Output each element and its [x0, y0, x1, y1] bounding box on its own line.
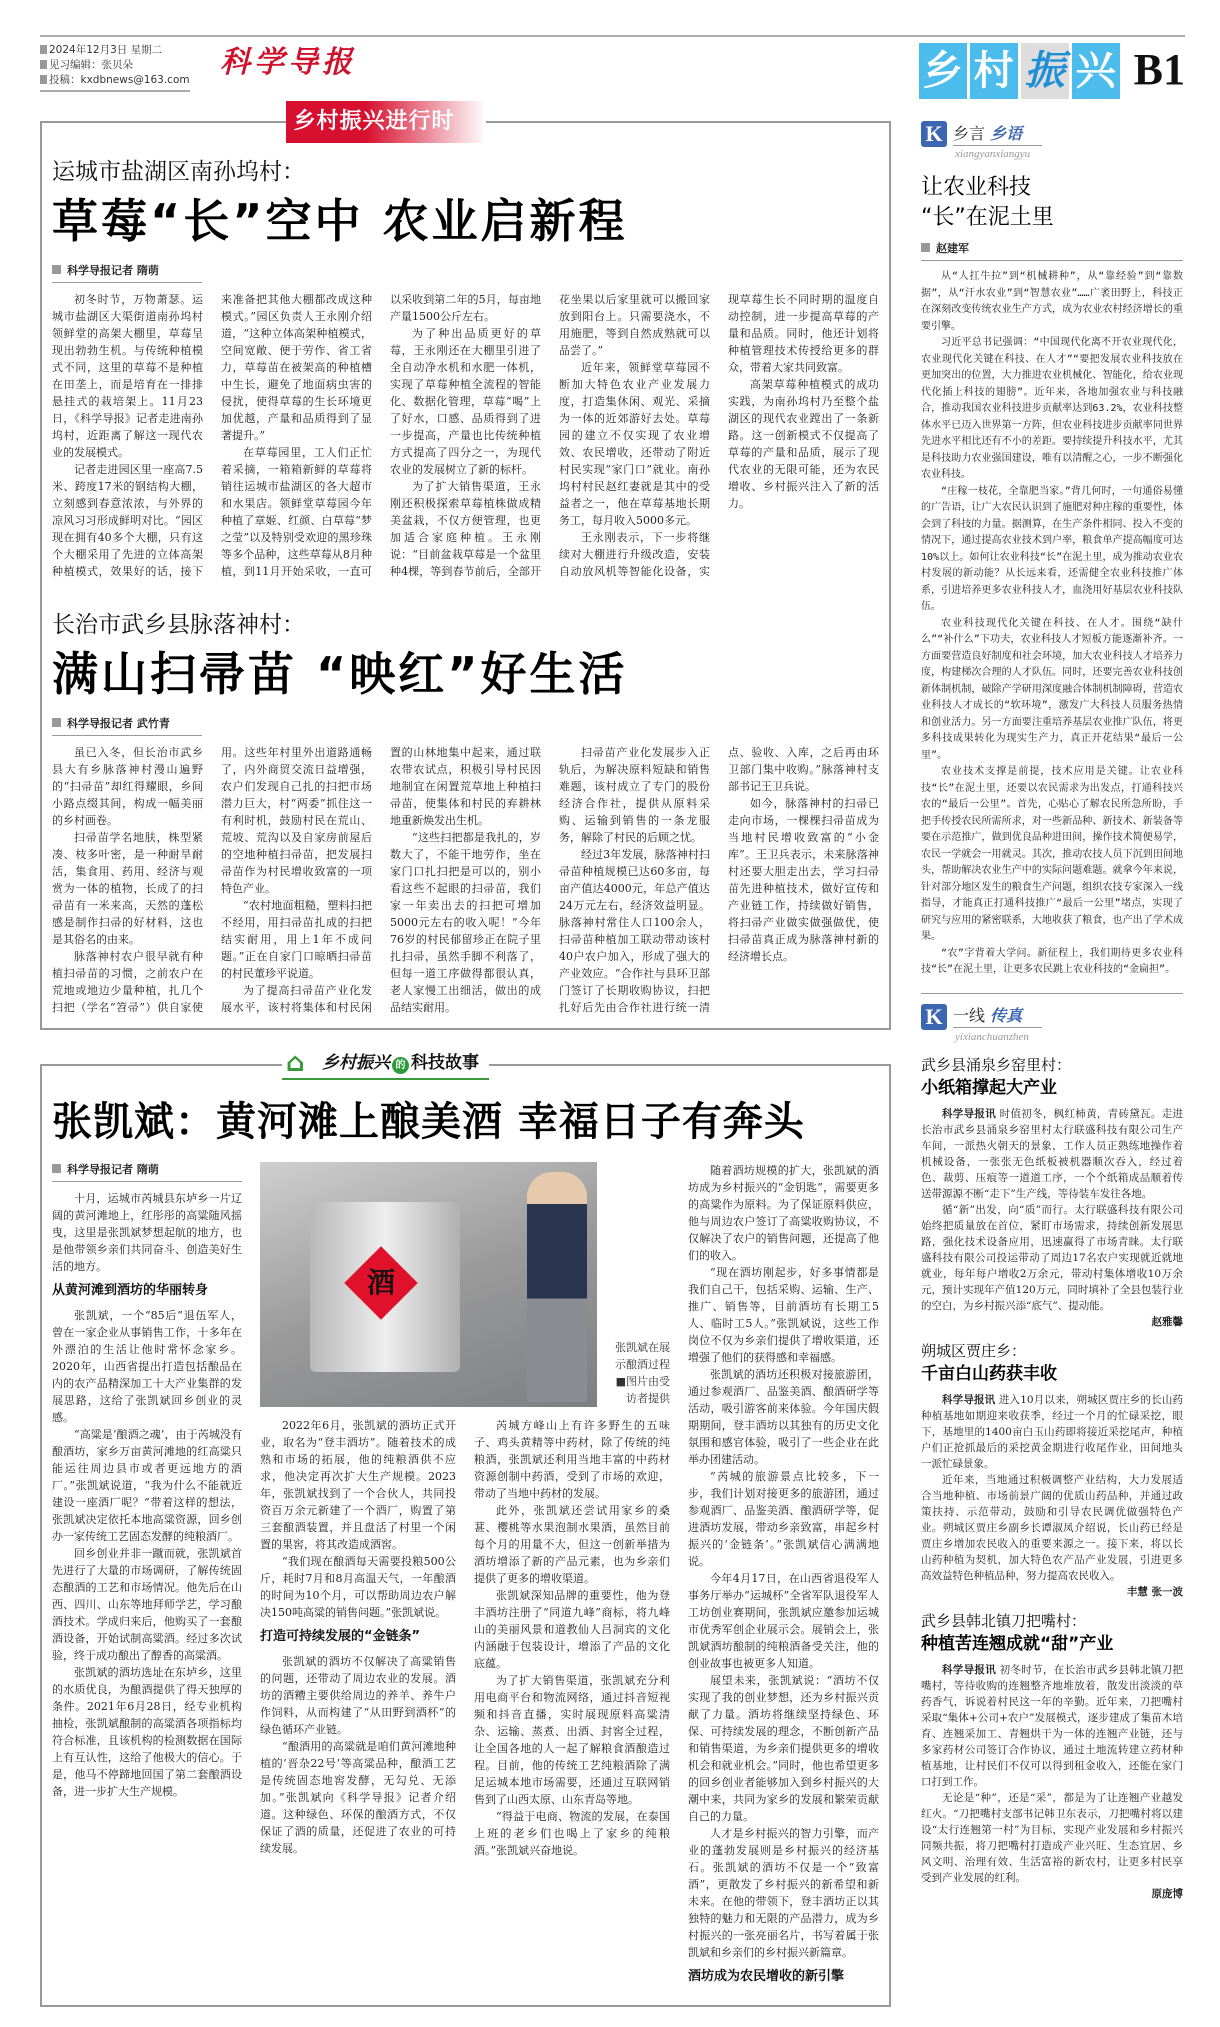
banner-char: 乡 — [919, 43, 967, 99]
house-icon: ⌂ — [286, 1048, 305, 1078]
article-headline: 草莓“长”空中 农业启新程 — [52, 194, 628, 248]
section-tag: 乡村振兴进行时 — [286, 101, 486, 143]
banner-char: 振 — [1021, 43, 1069, 99]
story-col-2-3 — [260, 1417, 670, 1859]
paragraph: 为了种出品质更好的草莓，王永刚还在大棚里引进了全自动净水机和水肥一体机，实现了草莓种植全流程的智能化、数据化管理，草莓“喝”上了好水，口感、品质得到了进一步提高，产量也比传统种植方式提高了四分之一，为现代农业的发展树立了新的标杆。 — [390, 327, 541, 476]
lead-label: 科学导报讯 — [942, 1663, 997, 1676]
page-body — [40, 109, 1185, 2007]
article-2-body — [52, 744, 879, 1016]
column-pinyin: xiangyanxiangyu — [955, 148, 1031, 160]
subheading: 酒坊成为农民增收的新引擎 — [688, 1969, 845, 1984]
paragraph: 高架草莓种植模式的成功实践，为南孙坞村乃至整个盐湖区的现代农业蹚出了一条新路。这一创新模式不仅提高了草莓的产量和品质，展示了现代农业的无限可能，还为农民增收、乡村振兴注入了新的活力。 — [728, 378, 879, 510]
story-middle — [260, 1162, 670, 1859]
paragraph-text: 近年来，当地通过积极调整产业结构，大力发展适合当地种植、市场前景广阔的优质山药品种，并通过政策扶持、示范带动，鼓励和引导农民调优做强特色产业。朔城区贾庄乡副乡长谭淑凤介绍说，长山药已经是贾庄乡增加农民收入的重要来源之一。接下来，将以长山药种植为契机，加大特色农产品产业发展，引进更多高效益特色种植品种，努力提高农民收入。 — [921, 1473, 1183, 1582]
paragraph-text: 循“新”出发，向“质”而行。太行联盛科技有限公司始终把质量放在首位，紧盯市场需求，持续创新发展思路，强化技术设备应用，迅速赢得了市场青睐。太行联盛科技有限公司投运带动了周边17名农户实现就近就地就业，每年每户增收2万余元，带动村集体增收10万余元，预计实现年产值120万元，同时填补了全县包装行业的空白，为乡村振兴添“底气”、提动能。 — [921, 1203, 1183, 1312]
paragraph: 农业科技现代化关键在科技、在人才。围绕“缺什么”“补什么”下功夫，农业科技人才短板方能逐渐补齐。一方面要营造良好制度和社会环境，加大农业科技人才培养力度，构建梯次合理的人才队伍。同时，还要完善农业科技创新体制机制，破除产学研用深度融合体制机制障碍，营造农业科技人才成长的“软环境”，激发广大科技人员服务热情和创业活力。另一方面要注重培养基层农业推广队伍，将更多科技成果转化为现实生产力，真正开花结果“最后一公里”。 — [921, 617, 1183, 761]
paragraph: 芮城方峰山上有许多野生的五味子、鸡头黄精等中药材，除了传统的纯粮酒，张凯斌还利用当地丰富的中药材资源创制中药酒，受到了市场的欢迎，带动了当地中药材的发展。 — [474, 1419, 670, 1500]
section-label: 乡村振兴 — [322, 1053, 390, 1073]
story-header-wrap — [52, 1048, 879, 1080]
paragraph: “我们现在酿酒每天需要投粮500公斤，耗时7月和8月高温天气，一年酿酒的时间为10个月，可以帮助周边农户解决150吨高粱的销售问题。”张凯斌说。 — [260, 1555, 456, 1619]
article-byline: 科学导报记者 隋萌 — [52, 263, 202, 283]
column-name-em: 传真 — [990, 1006, 1023, 1025]
paragraph — [921, 1790, 1183, 1886]
section-suffix: 科技故事 — [411, 1053, 479, 1073]
paragraph: 人才是乡村振兴的智力引擎，而产业的蓬勃发展则是乡村振兴的经济基石。张凯斌的酒坊不仅是一个“致富酒”，更散发了乡村振兴的新希望和新未来。在他的带领下，登丰酒坊正以其独特的魅力和无限的产品潜力，成为乡村振兴的一张亮丽名片，书写着属于张凯斌和乡亲们的乡村振兴新篇章。 — [688, 1827, 879, 1959]
page-number: B1 — [1133, 45, 1185, 94]
paragraph: 张凯斌的酒坊还积极对接旅游团，通过参观酒厂、品鉴美酒、酿酒研学等活动，吸引游客前来体验。今年国庆假期期间，登丰酒坊以其独有的历史文化氛围和感官体验，吸引了一些企业在此举办团建活动。 — [688, 1368, 879, 1466]
essay-body — [921, 269, 1183, 979]
photo-row — [260, 1162, 670, 1407]
story-col-4 — [688, 1162, 879, 1993]
brief-headline: 种植苦连翘成就“甜”产业 — [921, 1633, 1114, 1654]
story-photo — [260, 1162, 597, 1407]
column-name-em: 乡语 — [990, 123, 1023, 143]
paragraph: 如今，脉落神村的扫帚已走向市场，一棵棵扫帚苗成为当地村民增收致富的“小金库”。王卫兵表示，未来脉落神村还要大胆走出去，学习扫帚苗先进种植技术，做好宣传和产业链工作，持续做好销售，将扫帚产业做实做强做优，使扫帚苗真正成为脉落神村新的经济增长点。 — [728, 797, 879, 963]
article-kicker: 运城市盐湖区南孙坞村： — [52, 159, 305, 185]
paragraph: “得益于电商、物流的发展，在泰国上班的老乡们也喝上了家乡的纯粮酒。”张凯斌兴奋地说。 — [474, 1810, 670, 1857]
brief-body — [921, 1392, 1183, 1600]
brief-body — [921, 1106, 1183, 1330]
banner-char: 村 — [970, 43, 1018, 99]
sign-text: 酒 — [366, 1266, 395, 1299]
essay-title: “长”在泥土里 — [921, 205, 1054, 230]
paragraph: 虽已入冬，但长治市武乡县大有乡脉落神村漫山遍野的“扫帚苗”却红得耀眼，乡间小路点缀其间，构成一幅美丽的乡村画卷。 — [52, 746, 203, 827]
subheading: 从黄河滩到酒坊的华丽转身 — [52, 1283, 209, 1298]
paragraph-text: 无论是“种”，还是“采”，都是为了让连翘产业越发红火。“刀把嘴村支部书记韩卫东表示，刀把嘴村将以建设“太行连翘第一村”为目标，实现产业发展和乡村振兴同频共振，将刀把嘴村打造成产业兴旺、生态宜居、乡风文明、治理有效、生活富裕的新农村，让更多村民享受到产业发展的红利。 — [921, 1791, 1183, 1884]
paragraph: 回乡创业并非一蹴而就，张凯斌首先进行了大量的市场调研，了解传统固态酿酒的工艺和市场情况。他先后在山西、四川、山东等地拜师学艺，学习酿酒技术。学成归来后，他购买了一套酿酒设备，开始试制高粱酒。经过多次试验，终于成功酿出了醇香的高粱酒。 — [52, 1547, 242, 1662]
paragraph: 记者走进园区里一座高7.5米、跨度17米的钢结构大棚，立刻感到春意浓浓，与外界的凉风习习形成鲜明对比。“园区现在拥有40多个大棚，只有这个大棚采用了先进的立体高架种植模式，效果好的话，接下来准备把其他大棚都改成这种模式。”园区负责人王永刚介绍道，“这种立体高架种植模式，空间宽敞、便于劳作、省工省力，草莓苗在被架高的种植槽中生长，避免了地面病虫害的侵扰，使得草莓的生长环境更加优越，产量和品质得到了显著提升。” — [52, 293, 372, 578]
article-byline: 科学导报记者 武竹青 — [52, 716, 202, 736]
paragraph: 经过3年发展，脉落神村扫帚苗种植规模已达60多亩，每亩产值达4000元，年总产值达24万元左右，经济效益明显。脉落神村常住人口100余人，扫帚苗种植加工联动带动该村40户农户加入，形成了强大的产业效应。“合作社与县环卫部门签订了长期收购协议，扫把扎好后先由合作社进行统一清点、验收、入库，之后再由环卫部门集中收购。”脉落神村支部书记王卫兵说。 — [559, 746, 879, 1014]
news-brief — [921, 1054, 1183, 1330]
article-headline: 满山扫帚苗 “映红”好生活 — [52, 647, 628, 701]
paragraph: 从“人扛牛拉”到“机械耕种”，从“靠经验”到“靠数据”，从“汗水农业”到“智慧农业”……广袤田野上，科技正在深刻改变传统农业生产方式，成为农业农村经济增长的重要引擎。 — [921, 271, 1183, 332]
paragraph: 今年4月17日，在山西省退役军人事务厅举办“运城杯”全省军队退役军人工坊创业赛期间，张凯斌应邀参加运城市优秀军创企业展示会。展销会上，张凯斌酒坊酿制的纯粮酒备受关注，他的创业故事也被更多人知道。 — [688, 1572, 879, 1670]
paragraph — [921, 1392, 1183, 1472]
brief-kicker: 武乡县涌泉乡窑里村： — [921, 1055, 1072, 1074]
paragraph: 张凯斌的酒坊选址在东垆乡，这里的水质优良，为酿酒提供了得天独厚的条件。2021年6月28日，经专业机构抽检，张凯斌酿制的高粱酒各项指标均符合标准，且该机构的检测数据在国际上有互认性，这给了他极大的信心。于是，他马不停蹄地回国了第二套酿酒设备，进一步扩大生产规模。 — [52, 1666, 242, 1798]
newspaper-logo: 科学导报 — [220, 45, 356, 80]
brief-kicker: 武乡县韩北镇刀把嘴村： — [921, 1611, 1087, 1630]
paragraph: 张凯斌，一个“85后”退伍军人，曾在一家企业从事销售工作，十多年在外漂泊的生活让他时常怀念家乡。2020年，山西省提出打造包括酿品在内的农产品精深加工十大产业集群的发展思路，这给了张凯斌回乡创业的灵感。 — [52, 1309, 242, 1424]
tag-wrap — [52, 101, 879, 143]
left-area — [40, 109, 891, 2007]
paragraph: 展望未来，张凯斌说：“酒坊不仅实现了我的创业梦想，还为乡村振兴贡献了力量。酒坊将继续坚持绿色、环保、可持续发展的理念，不断创新产品和销售渠道，为乡亲们提供更多的增收机会和就业机会。”同时，他也希望更多的回乡创业者能够加入到乡村振兴的大潮中来，共同为家乡的发展和繁荣贡献自己的力量。 — [688, 1674, 879, 1823]
essay-title: 让农业科技 — [921, 175, 1032, 200]
brief-headline: 千亩白山药获丰收 — [921, 1363, 1057, 1384]
paragraph: 为了提高扫帚苗产业化发展水平，该村将集体和村民闲置的山林地集中起来，通过联农带农试点，积极引导村民因地制宜在闲置荒草地上种植扫帚苗，使集体和村民的弃耕林地重新焕发出生机。 — [221, 746, 541, 1014]
paragraph: 习近平总书记强调：“中国现代化离不开农业现代化，农业现代化关键在科技、在人才”“要把发展农业科技放在更加突出的位置，大力推进农业机械化、智能化，给农业现代化插上科技的翅膀”。近年来，各地加强农业与科技融合，推动我国农业科技进步贡献率达到63.2%，农业科技整体水平已迈入世界第一方阵，但农业科技进步贡献率同世界先进水平相比还有不小的差距。要持续提升科技水平，尤其是科技助力农业强国建设，唯有以清醒之心，一步不断强化农业科技。 — [921, 337, 1183, 480]
paragraph: 为了扩大销售渠道，张凯斌充分利用电商平台和物流网络，通过抖音短视频和抖音直播，实时展现原料高粱清杂、运输、蒸煮、出酒、封窖全过程，让全国各地的人一起了解粮食酒酿造过程。目前，他的传统工艺纯粮酒除了满足运城本地市场需要，还通过互联网销售到了山西太原、山东青岛等地。 — [474, 1674, 670, 1806]
paragraph — [921, 1472, 1183, 1584]
paragraph: 脉落神村农户很早就有种植扫帚苗的习惯，之前农户在荒地或地边少量种植，扎几个扫把（学名“笤帚”）供自家使用。这些年村里外出道路通畅了，内外商贸交流日益增强，农户们发现自己扎的扫把市场潜力巨大，村“两委”抓住这一有利时机，鼓励村民在荒山、荒坡、荒沟以及自家房前屋后的空地种植扫帚苗，把发展扫帚苗作为村民增收致富的一项特色产业。 — [52, 746, 372, 1014]
k-logo-icon: K — [921, 1004, 947, 1030]
brief-body — [921, 1662, 1183, 1902]
paragraph: 王永刚表示，下一步将继续对大棚进行升级改造，安装自动放风机等智能化设备，实现草莓生长不同时期的温度自动控制，进一步提高草莓的产量和品质。同时，他还计划将种植管理技术传授给更多的群众，带着大家共同致富。 — [559, 293, 879, 578]
story-grid — [52, 1162, 879, 1993]
paragraph-text: 时值初冬，枫红柿黄，青砖黛瓦。走进长治市武乡县涌泉乡窑里村太行联盛科技有限公司生产车间，一派热火朝天的景象，工作人员正熟练地操作着机械设备，一张张无色纸板被机器顺次吞入，经过着色、裁剪、压痕等一道道工序，一个个纸箱成品顺着传送带源源不断“走下”生产线，等待装车发往各地。 — [921, 1107, 1183, 1200]
story-headline: 张凯斌：黄河滩上酿美酒 幸福日子有奔头 — [52, 1099, 805, 1145]
issue-date: 2024年12月3日 星期二 — [40, 43, 190, 58]
article-2 — [52, 610, 879, 1016]
lead-label: 科学导报讯 — [942, 1107, 997, 1120]
subheading: 打造可持续发展的“金链条” — [260, 1629, 421, 1644]
paragraph: “酿酒用的高粱就是咱们黄河滩地种植的‘晋杂22号’等高粱品种，酿酒工艺是传统固态地窖发酵，无勾兑、无添加。”张凯斌向《科学导报》记者介绍道。这种绿色、环保的酿酒方式，不仅保证了酒的质量，还促进了农业的可持续发展。 — [260, 1740, 456, 1855]
paragraph: “农”字背着大学问。新征程上，我们期待更多农业科技“长”在泥土里，让更多农民跳上农业科技的“金扁担”。 — [921, 947, 1183, 975]
column-header — [921, 993, 1183, 1030]
brief-author: 丰慧 张一波 — [1126, 1585, 1183, 1598]
column-header — [921, 121, 1183, 147]
paragraph: 张凯斌深知品牌的重要性，他为登丰酒坊注册了“同道九峰”商标，将九峰山的美丽风景和道教仙人吕洞宾的文化内涵融于包装设计，增添了产品的文化底蕴。 — [474, 1589, 670, 1670]
masthead-meta — [40, 43, 190, 92]
brief-headline: 小纸箱撑起大产业 — [921, 1077, 1057, 1098]
story-byline: 科学导报记者 隋萌 — [52, 1162, 242, 1182]
paragraph: “庄稼一枝花，全靠肥当家。”背几何时，一句通俗易懂的广告语，让广大农民认识到了施肥对种庄稼的重要性，体会到了科技的力量。据测算，在生产条件相同、投入不变的情况下，通过提高农业技术到户率，粮食单产提高幅度可达10%以上。如何让农业科技“长”在泥土里，成为推动农业农村发展的新动能？从长远来看，还需健全农业科技推广体系，引进培养更多农业科技人才，血浇用好基层农业科技队伍。 — [921, 485, 1183, 612]
paragraph: 随着酒坊规模的扩大，张凯斌的酒坊成为乡村振兴的“金钥匙”，需要更多的高粱作为原料。为了保证原料供应，他与周边农户签订了高粱收购协议，不仅解决了农户的销售问题，还提高了他们的收入。 — [688, 1164, 879, 1262]
paragraph-text: 初冬时节，在长治市武乡县韩北镇刀把嘴村，等待收购的连翘整齐地堆放着，散发出淡淡的草药香气，诉说着村民这一年的辛勤。近年来，刀把嘴村采取“集体+公司+农户”发展模式，逐步建成了集苗木培育、连翘采加工、青翘烘干为一体的连翘产业链，还与多家药材公司签订合作协议，通过土地流转建立药材种植基地，让村民们不仅可以得到租金收入，还能在家门口打到工作。 — [921, 1663, 1183, 1788]
paragraph: 此外，张凯斌还尝试用家乡的桑葚、樱桃等水果泡制水果酒，虽然目前每个月的用量不大，但这一创新举措为酒坊增添了新的产品元素，也为乡亲们提供了更多的增收渠道。 — [474, 1504, 670, 1585]
paragraph: 扫帚苗产业化发展步入正轨后，为解决原料短缺和销售难题，该村成立了专门的股份经济合作社，提供从原料采购、运输到销售的一条龙服务，解除了村民的后顾之忧。 — [559, 746, 710, 844]
paragraph — [921, 1202, 1183, 1314]
paragraph: 为了扩大销售渠道，王永刚还积极探索草莓植株做成精美盆栽，不仅方便管理，也更加适合家庭种植。王永刚说：“目前盆栽草莓是一个盆里种4棵，等到春节前后，全部开花坐果以后家里就可以搬回家放到阳台上。只需要浇水，不用施肥，等到自然成熟就可以品尝了。” — [390, 293, 710, 578]
story-col-1-text — [52, 1190, 242, 1800]
brief-author: 原庞博 — [1151, 1887, 1183, 1900]
banner-char: 兴 — [1072, 43, 1120, 99]
story-section-header — [282, 1048, 489, 1080]
essay-title-block — [921, 173, 1183, 233]
k-logo-icon: K — [921, 121, 947, 147]
paragraph-text: 进入10月以来，朔城区贾庄乡的长山药种植基地如期迎来收获季，经过一个月的忙碌采挖，眼下，基地里的1400亩白玉山药即将接近采挖尾声，种植户们正抢抓最后的采挖黄金期进行收尾作业，田间地头一派忙碌景象。 — [921, 1393, 1183, 1470]
news-brief — [921, 1340, 1183, 1600]
masthead — [40, 35, 1185, 99]
essay-byline: 赵建军 — [921, 241, 1183, 261]
paragraph: “农村地面粗糙，塑料扫把不经用，用扫帚苗扎成的扫把结实耐用，用上1年不成问题。”正在自家门口晾晒扫帚苗的村民董珍平说道。 — [221, 899, 372, 980]
paragraph — [921, 1662, 1183, 1790]
person — [527, 1172, 587, 1402]
section-banner — [919, 43, 1120, 99]
paragraph: 扫帚苗学名地肤，株型紧凑、枝多叶密，是一种耐旱耐活，集食用、药用、经济与观赏为一体的植物，长成了的扫帚苗有一米来高，天然的蓬松感是制作扫帚的好材料，这也是其俗名的由来。 — [52, 831, 203, 946]
news-brief — [921, 1610, 1183, 1902]
paragraph: “芮城的旅游景点比较多，下一步，我们计划对接更多的旅游团，通过参观酒厂、品鉴美酒、酿酒研学等，促进酒坊发展，带动乡亲致富，串起乡村振兴的‘金链条’。”张凯斌信心满满地说。 — [688, 1470, 879, 1568]
paragraph: “这些扫把都是我扎的，岁数大了，不能干地劳作，坐在家门口扎扫把是可以的，别小看这些不起眼的扫帚苗，我们家一年卖出去的扫把可增加5000元左右的收入呢！”今年76岁的村民郁留珍正在院子里扎扫帚，虽然手脚不利落了，但每一道工序做得都很认真，老人家慢工出细活，做出的成品结实耐用。 — [390, 831, 541, 1014]
paragraph: 在草莓园里，工人们正忙着采摘，一箱箱新鲜的草莓将销往运城市盐湖区的各大超市和水果店。领鲜堂草莓园今年种植了章姬、红颜、白草莓“梦之莹”以及特别受欢迎的黑珍珠等多个品种，这些草莓从8月种植，到11月开始采收，一直可以采收到第二年的5月，每亩地产量1500公斤左右。 — [221, 293, 541, 578]
photo-caption: 张凯斌在展示酿酒过程 ■图片由受访者提供 — [615, 1341, 670, 1405]
editor: 见习编辑：张贝朵 — [40, 58, 190, 73]
article-1 — [52, 157, 879, 580]
brief-author: 赵雅馨 — [1151, 1315, 1183, 1328]
paragraph: 农业技术支撑是前提，技术应用是关键。让农业科技“长”在泥土里，还要以农民需求为出发点，打通科技兴农的“最后一公里”。首先，心贴心了解农民所急所盼，手把手传授农民所需所求，对一些新品种、新技术、新装备等要在示范推广，做到优良品种进田间，操作技术简便易学，农民一学就会一用就灵。其次，推动农技人员下沉到田间地头，帮助解决农业生产中的实际问题难题。就拿今年来说，针对部分地区发生的粮食生产问题，组织农技专家深入一线指导，才能真正打通科技推广“最后一公里”堵点，实现了研究与应用的紧密联系，大地收获了粮食，也产出了学术成果。 — [921, 766, 1183, 942]
paragraph: 十月，运城市芮城县东垆乡一片辽阔的黄河滩地上，红彤彤的高粱随风摇曳，这里是张凯斌梦想起航的地方，也是他带领乡亲们共同奋斗、创造美好生活的地方。 — [52, 1192, 242, 1273]
column-name: 一线 — [953, 1006, 986, 1025]
paragraph: 初冬时节，万物萧瑟。运城市盐湖区大渠街道南孙坞村领鲜堂的高架大棚里，草莓呈现出勃勃生机。与传统种植模式不同，这里的草莓不是种植在田垄上，而是培育在一排排悬挂式的栽培架上。11月23日，《科学导报》记者走进南孙坞村，近距离了解这一现代农业的发展模式。 — [52, 293, 203, 459]
article-kicker: 长治市武乡县脉落神村： — [52, 612, 305, 638]
lead-label: 科学导报讯 — [942, 1393, 996, 1406]
article-1-body — [52, 291, 879, 580]
wine-sign — [344, 1246, 418, 1320]
story-box — [40, 1048, 891, 2007]
story-col-1 — [52, 1162, 242, 1800]
paragraph — [921, 1106, 1183, 1202]
submission-email: 投稿：kxdbnews@163.com — [40, 73, 190, 88]
paragraph: 2022年6月，张凯斌的酒坊正式开业，取名为“登丰酒坊”。随着技术的成熟和市场的拓展，他的纯粮酒供不应求，他决定再次扩大生产规模。2023年，张凯斌找到了一个合伙人，共同投资百万余元新建了一个酒厂，购置了第三套酿酒装置，并且盘活了村里一个闲置的果窖，将其改造成酒窖。 — [260, 1419, 456, 1551]
paragraph: 张凯斌的酒坊不仅解决了高粱销售的问题，还带动了周边农业的发展。酒坊的酒糟主要供给周边的养羊、养牛户作饲料，从而构建了“从田野到酒杯”的绿色循环产业链。 — [260, 1655, 456, 1736]
column-name: 乡言 — [953, 123, 986, 143]
brief-kicker: 朔城区贾庄乡： — [921, 1341, 1027, 1360]
feature-box — [40, 109, 891, 1030]
section-de: 的 — [392, 1057, 409, 1074]
paragraph: 近年来，领鲜堂草莓园不断加大特色农业产业发展力度，打造集休闲、观光、采摘为一体的近郊游好去处。草莓园的建立不仅实现了农业增效、农民增收，还带动了附近村民实现“家门口”就业。南孙坞村村民赵红妻就是其中的受益者之一，他在草莓基地长期务工，每月收入5000多元。 — [559, 361, 710, 527]
sidebar — [921, 121, 1183, 1902]
column-pinyin: yixianchuanzhen — [955, 1030, 1029, 1043]
news-briefs — [921, 1054, 1183, 1902]
paragraph: “现在酒坊刚起步，好多事情都是我们自己干，包括采购、运输、生产、推广、销售等，目前酒坊有长期工5人、临时工5人。”张凯斌说，这些工作岗位不仅为乡亲们提供了增收渠道，还增强了他们的获得感和幸福感。 — [688, 1266, 879, 1364]
paragraph: “高粱是‘酿酒之魂’，由于芮城没有酿酒坊，家乡万亩黄河滩地的红高粱只能运往周边县市或者更远地方的酒厂。”张凯斌说道，“我为什么不能就近建设一座酒厂呢？”带着这样的想法，张凯斌决定依托本地高粱资源，回乡创办一家传统工艺固态发酵的纯粮酒厂。 — [52, 1428, 242, 1543]
